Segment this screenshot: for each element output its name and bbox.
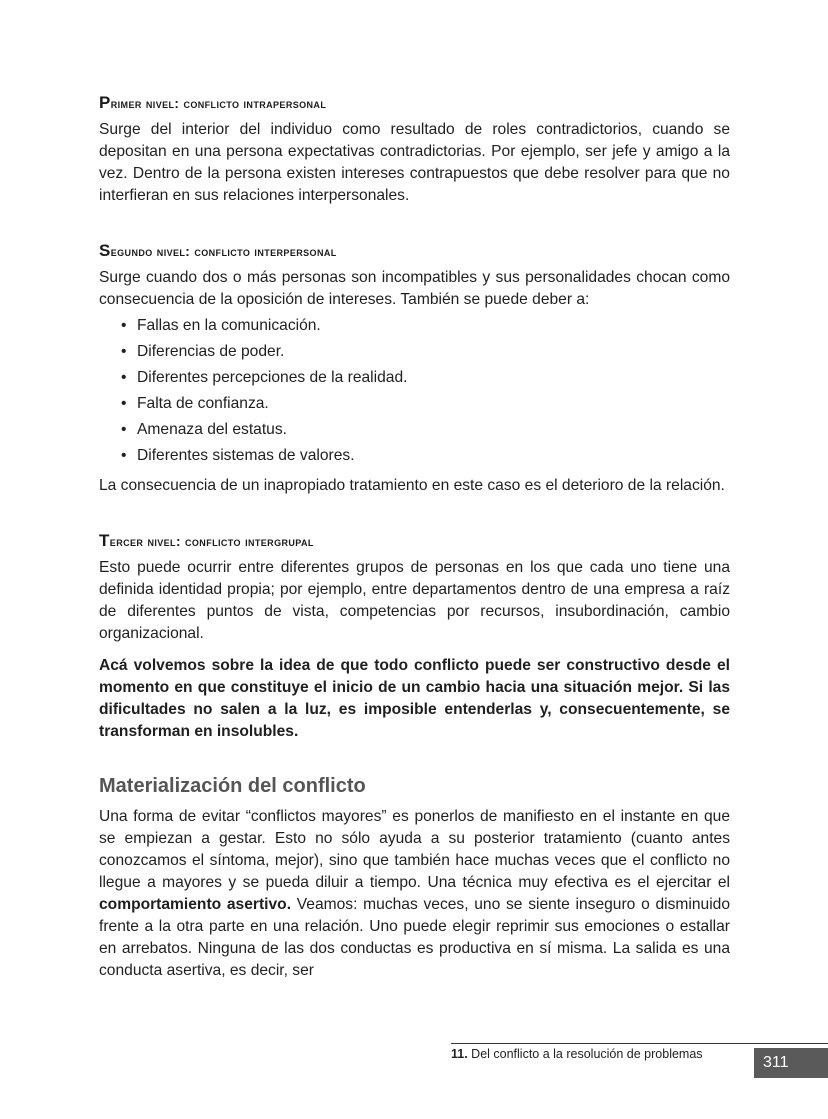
section-tercer-nivel — [99, 531, 730, 743]
footer-chapter — [451, 1047, 703, 1061]
section-heading: Primer nivel: conflicto intrapersonal — [99, 93, 327, 112]
page-number: 311 — [754, 1048, 828, 1078]
subsection-title: Materialización del conflicto — [99, 775, 366, 797]
list-item: • Fallas en la comunicación. — [121, 313, 730, 339]
section-heading: Tercer nivel: conflicto intergrupal — [99, 531, 314, 550]
section-paragraph: Surge cuando dos o más personas son incompatibles y sus personalidades chocan como consecuencia de la oposición de intereses. También se puede deber a: — [99, 269, 730, 308]
list-item: • Falta de confianza. — [121, 391, 730, 417]
section-heading: Segundo nivel: conflicto interpersonal — [99, 241, 337, 260]
list-item: • Diferentes sistemas de valores. — [121, 443, 730, 469]
text-run: Veamos: muchas veces, uno se siente inseguro o disminuido frente a la otra parte en una relación. Uno puede elegir reprimir sus emociones o estallar en arrebatos. Ninguna de las dos conductas es productiva en sí misma. La salida es una conducta asertiva, es decir, ser — [99, 896, 731, 979]
section-paragraph: Esto puede ocurrir entre diferentes grupos de personas en los que cada uno tiene una definida identidad propia; por ejemplo, entre departamentos dentro de una empresa a raíz de diferentes puntos de vista, competencias por recursos, insubordinación, cambio organizacional. — [99, 559, 730, 642]
list-item: • Diferencias de poder. — [121, 339, 730, 365]
highlight-paragraph: Acá volvemos sobre la idea de que todo conflicto puede ser constructivo desde el momento en que constituye el inicio de un cambio hacia una situación mejor. Si las dificultades no salen a la luz, es imposible entenderlas y, consecuentemente, se transforman en insolubles. — [99, 657, 730, 740]
text-run: Una forma de evitar “conflictos mayores” es ponerlos de manifiesto en el instante en que se empiezan a gestar. Esto no sólo ayuda a su posterior tratamiento (cuanto antes conozcamos el síntoma, mejor), sino que también hace muchas veces que el conflicto no llegue a mayores y se pueda diluir a tiempo. Una técnica muy efectiva es el ejercitar el — [99, 808, 730, 891]
bold-term: comportamiento asertivo. — [99, 896, 292, 913]
subsection-paragraph — [99, 806, 730, 982]
list-item: • Diferentes percepciones de la realidad. — [121, 365, 730, 391]
section-primer-nivel — [99, 93, 730, 207]
bullet-list — [99, 313, 730, 469]
section-segundo-nivel — [99, 241, 730, 497]
page-content — [99, 93, 730, 982]
chapter-title: Del conflicto a la resolución de problemas — [467, 1047, 703, 1061]
section-paragraph: Surge del interior del individuo como resultado de roles contradictorios, cuando se depositan en una persona expectativas contradictorias. Por ejemplo, ser jefe y amigo a la vez. Dentro de la persona existen intereses contrapuestos que debe resolver para que no interfieran en sus relaciones interpersonales. — [99, 121, 730, 204]
footer-divider — [451, 1043, 828, 1044]
list-item: • Amenaza del estatus. — [121, 417, 730, 443]
section-paragraph-after: La consecuencia de un inapropiado tratamiento en este caso es el deterioro de la relación. — [99, 477, 725, 494]
chapter-number: 11. — [451, 1047, 468, 1061]
